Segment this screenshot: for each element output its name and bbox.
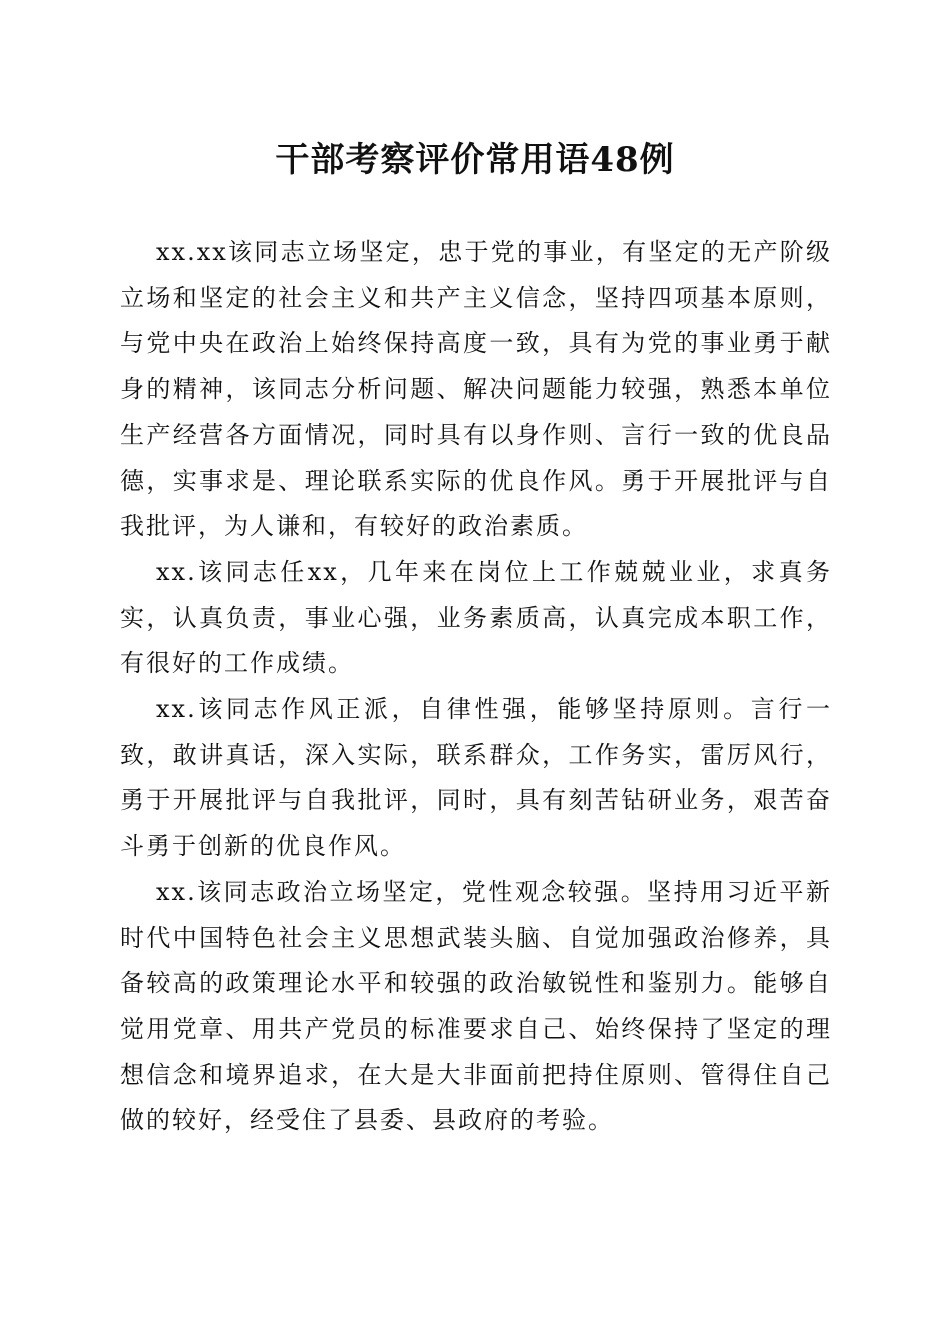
paragraph: xx.该同志政治立场坚定，党性观念较强。坚持用习近平新时代中国特色社会主义思想武装头脑、自觉加强政治修养，具备较高的政策理论水平和较强的政治敏锐性和鉴别力。能够自觉用党章、用共产党员的标准要求自己、始终保持了坚定的理想信念和境界追求，在大是大非面前把持住原则、管得住自己做的较好，经受住了县委、县政府的考验。 — [120, 877, 832, 1135]
paragraph: xx.该同志作风正派，自律性强，能够坚持原则。言行一致，敢讲真话，深入实际，联系群众，工作务实，雷厉风行，勇于开展批评与自我批评，同时，具有刻苦钻研业务，艰苦奋斗勇于创新的优良作风。 — [120, 695, 832, 861]
paragraph: xx.该同志任xx，几年来在岗位上工作兢兢业业，求真务实，认真负责，事业心强，业务素质高，认真完成本职工作，有很好的工作成绩。 — [120, 557, 832, 678]
document-title: 干部考察评价常用语48例 — [275, 140, 675, 180]
document-body — [120, 230, 832, 1144]
paragraph: xx.xx该同志立场坚定，忠于党的事业，有坚定的无产阶级立场和坚定的社会主义和共产主义信念，坚持四项基本原则，与党中央在政治上始终保持高度一致，具有为党的事业勇于献身的精神，该同志分析问题、解决问题能力较强，熟悉本单位生产经营各方面情况，同时具有以身作则、言行一致的优良品德，实事求是、理论联系实际的优良作风。勇于开展批评与自我批评，为人谦和，有较好的政治素质。 — [120, 238, 832, 541]
